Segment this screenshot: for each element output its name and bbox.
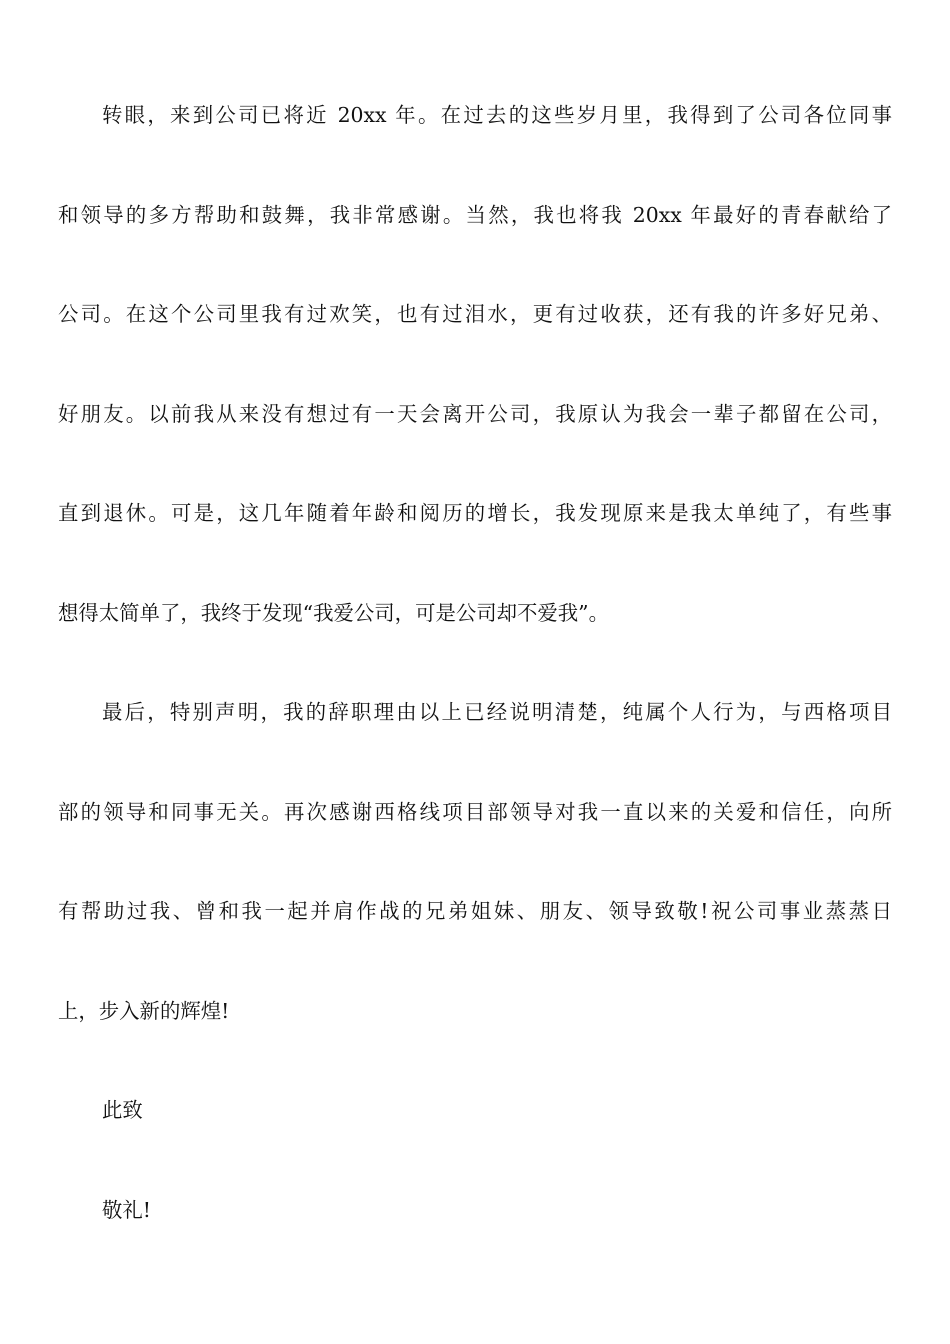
paragraph-2-line: 最后，特别声明，我的辞职理由以上已经说明清楚，纯属个人行为，与西格项目: [102, 700, 892, 724]
paragraph-2-line: 上，步入新的辉煌!: [58, 998, 230, 1023]
paragraph-1-line: 转眼，来到公司已将近 20xx 年。在过去的这些岁月里，我得到了公司各位同事: [102, 103, 892, 127]
paragraph-1-line: 直到退休。可是，这几年随着年龄和阅历的增长，我发现原来是我太单纯了，有些事: [58, 501, 892, 525]
paragraph-2-line: 有帮助过我、曾和我一起并肩作战的兄弟姐妹、朋友、领导致敬!祝公司事业蒸蒸日: [58, 899, 892, 923]
paragraph-1-line: 公司。在这个公司里我有过欢笑，也有过泪水，更有过收获，还有我的许多好兄弟、: [58, 302, 892, 326]
closing-line-cizhi: 此致: [102, 1098, 143, 1122]
paragraph-1-line: 和领导的多方帮助和鼓舞，我非常感谢。当然，我也将我 20xx 年最好的青春献给了: [58, 202, 892, 227]
closing-salutation: [58, 1061, 892, 1260]
document-page: [58, 66, 892, 1260]
paragraph-2-line: 部的领导和同事无关。再次感谢西格线项目部领导对我一直以来的关爱和信任，向所: [58, 799, 892, 824]
paragraph-1: [58, 66, 892, 663]
paragraph-1-line: 想得太简单了，我终于发现“我爱公司，可是公司却不爱我”。: [58, 600, 610, 625]
paragraph-2: [58, 663, 892, 1061]
closing-line-jingli: 敬礼!: [102, 1197, 151, 1222]
paragraph-1-line: 好朋友。以前我从来没有想过有一天会离开公司，我原认为我会一辈子都留在公司，: [58, 401, 892, 426]
